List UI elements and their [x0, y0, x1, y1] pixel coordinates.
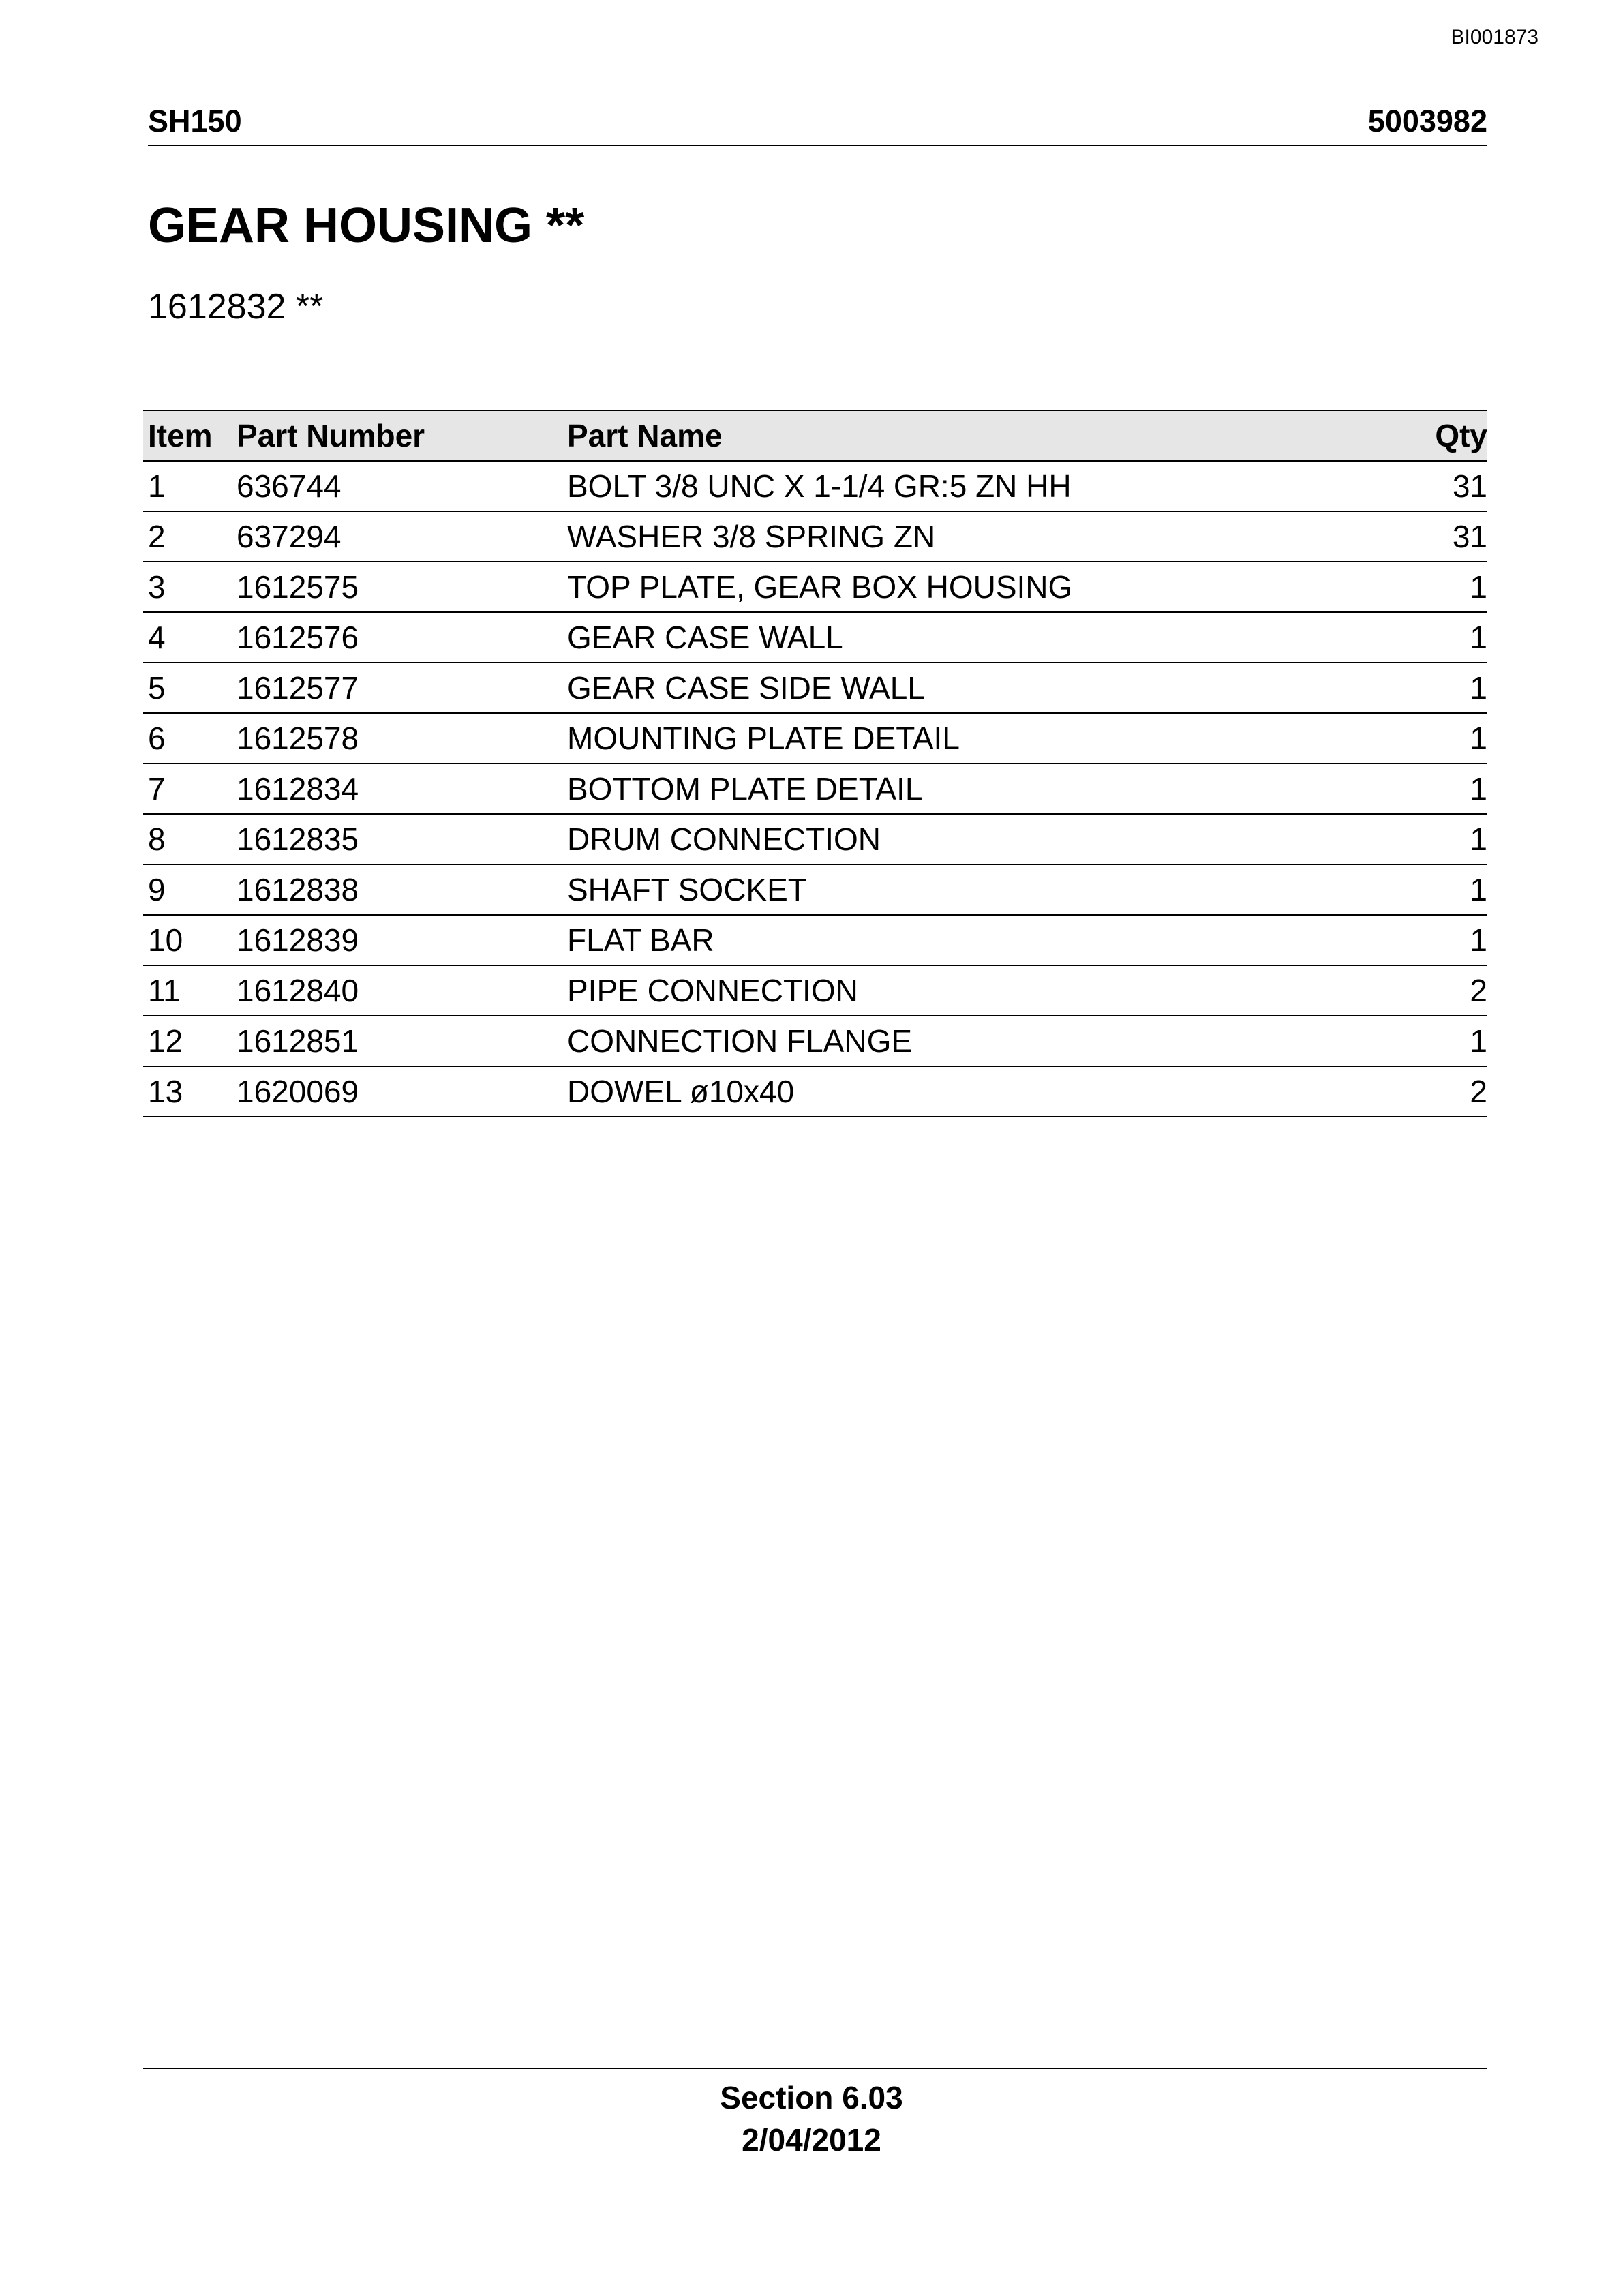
table-row: [143, 764, 1487, 814]
table-row: [143, 965, 1487, 1016]
quantity: 2: [1406, 965, 1487, 1016]
quantity: 1: [1406, 713, 1487, 764]
part-number: 1612839: [232, 915, 562, 965]
item-number: 1: [143, 461, 232, 511]
item-number: 6: [143, 713, 232, 764]
item-number: 4: [143, 612, 232, 663]
parts-table-body: [143, 461, 1487, 1117]
item-number: 3: [143, 562, 232, 612]
quantity: 1: [1406, 814, 1487, 864]
assembly-number: 1612832 **: [148, 287, 324, 327]
footer-date: 2/04/2012: [742, 2122, 881, 2158]
table-row: [143, 915, 1487, 965]
table-row: [143, 511, 1487, 562]
part-name: MOUNTING PLATE DETAIL: [562, 713, 1406, 764]
item-number: 5: [143, 663, 232, 713]
part-number: 1612851: [232, 1016, 562, 1066]
table-row: [143, 612, 1487, 663]
item-number: 13: [143, 1066, 232, 1117]
document-id: BI001873: [1451, 26, 1538, 48]
item-number: 9: [143, 864, 232, 915]
part-name: BOTTOM PLATE DETAIL: [562, 764, 1406, 814]
quantity: 2: [1406, 1066, 1487, 1117]
document-number: 5003982: [1367, 104, 1487, 138]
part-name: WASHER 3/8 SPRING ZN: [562, 511, 1406, 562]
quantity: 1: [1406, 764, 1487, 814]
table-row: [143, 461, 1487, 511]
part-number: 1612838: [232, 864, 562, 915]
quantity: 1: [1406, 915, 1487, 965]
table-row: [143, 663, 1487, 713]
column-header-item: Item: [143, 410, 232, 461]
table-row: [143, 713, 1487, 764]
quantity: 31: [1406, 511, 1487, 562]
part-name: CONNECTION FLANGE: [562, 1016, 1406, 1066]
item-number: 7: [143, 764, 232, 814]
item-number: 10: [143, 915, 232, 965]
page-header: [148, 102, 1487, 146]
part-name: FLAT BAR: [562, 915, 1406, 965]
quantity: 1: [1406, 1016, 1487, 1066]
part-name: SHAFT SOCKET: [562, 864, 1406, 915]
part-name: GEAR CASE SIDE WALL: [562, 663, 1406, 713]
quantity: 1: [1406, 612, 1487, 663]
part-number: 1612576: [232, 612, 562, 663]
part-number: 637294: [232, 511, 562, 562]
quantity: 31: [1406, 461, 1487, 511]
item-number: 11: [143, 965, 232, 1016]
part-name: BOLT 3/8 UNC X 1-1/4 GR:5 ZN HH: [562, 461, 1406, 511]
table-header-row: [143, 410, 1487, 461]
part-name: GEAR CASE WALL: [562, 612, 1406, 663]
table-row: [143, 562, 1487, 612]
item-number: 2: [143, 511, 232, 562]
parts-table: [143, 410, 1487, 1117]
table-row: [143, 1016, 1487, 1066]
table-row: [143, 1066, 1487, 1117]
table-row: [143, 814, 1487, 864]
item-number: 12: [143, 1016, 232, 1066]
part-number: 1612840: [232, 965, 562, 1016]
column-header-qty: Qty: [1406, 410, 1487, 461]
part-number: 1612834: [232, 764, 562, 814]
footer-divider: [143, 2068, 1487, 2069]
part-name: DRUM CONNECTION: [562, 814, 1406, 864]
footer-section: Section 6.03: [720, 2080, 903, 2115]
quantity: 1: [1406, 562, 1487, 612]
part-number: 1612577: [232, 663, 562, 713]
quantity: 1: [1406, 663, 1487, 713]
part-name: DOWEL ø10x40: [562, 1066, 1406, 1117]
page-title: GEAR HOUSING **: [148, 198, 585, 253]
part-number: 1612575: [232, 562, 562, 612]
quantity: 1: [1406, 864, 1487, 915]
model-name: SH150: [148, 104, 242, 138]
part-name: PIPE CONNECTION: [562, 965, 1406, 1016]
table-row: [143, 864, 1487, 915]
column-header-part-name: Part Name: [562, 410, 1406, 461]
part-number: 1620069: [232, 1066, 562, 1117]
part-number: 1612578: [232, 713, 562, 764]
part-name: TOP PLATE, GEAR BOX HOUSING: [562, 562, 1406, 612]
item-number: 8: [143, 814, 232, 864]
part-number: 1612835: [232, 814, 562, 864]
part-number: 636744: [232, 461, 562, 511]
column-header-part-number: Part Number: [232, 410, 562, 461]
